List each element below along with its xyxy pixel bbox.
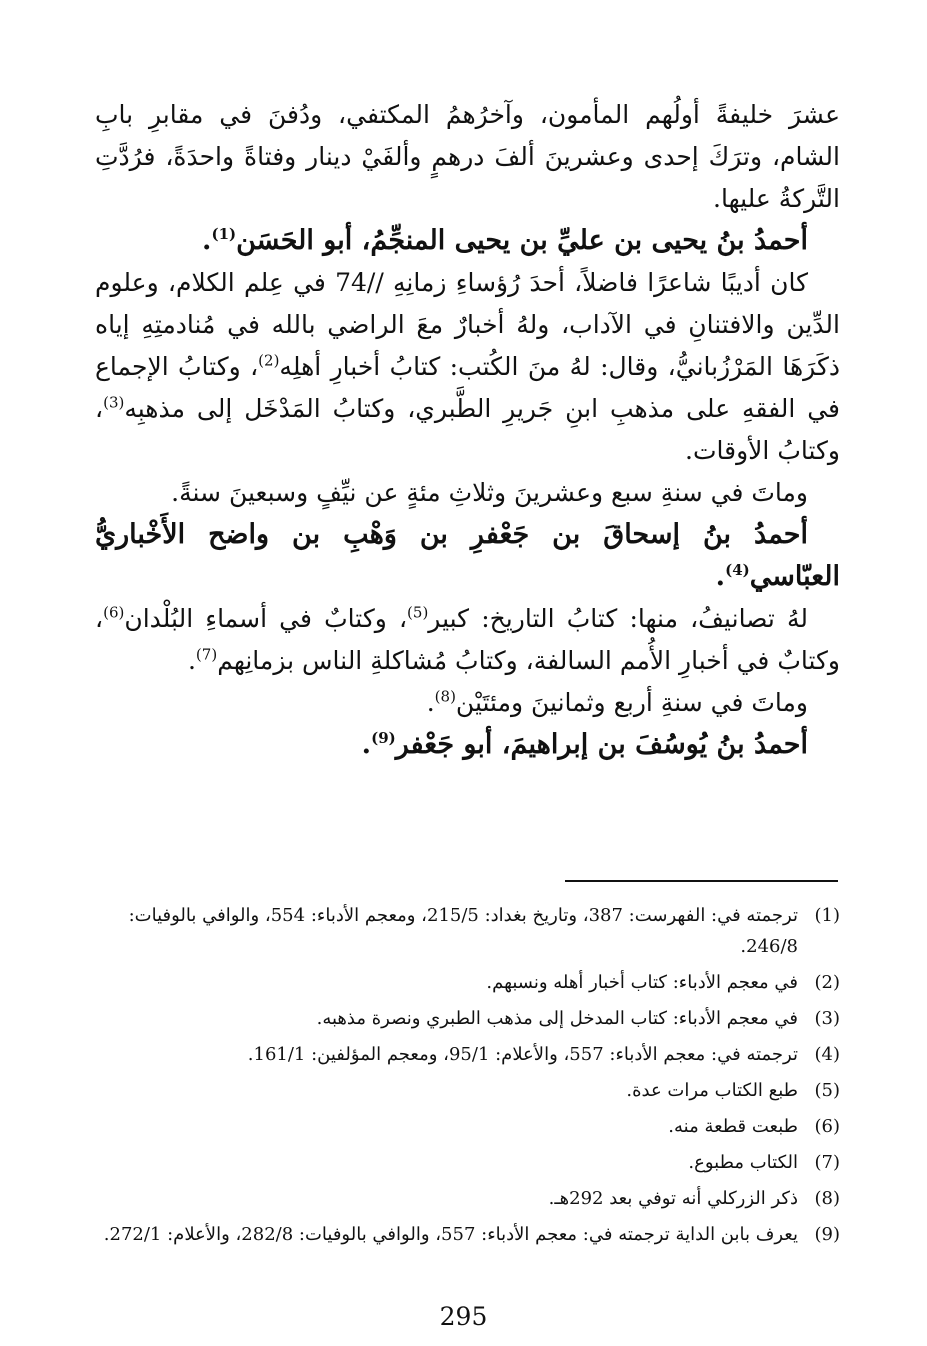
footnote-number: (6) — [814, 1116, 840, 1137]
punctuation: . — [202, 225, 212, 256]
heading-text: أحمدُ بنُ يحيى بن عليِّ بن يحيى المنجِّمُ، أبو الحَسَن — [236, 225, 808, 256]
paragraph-text: ، وكتابُ الإجماع في الفقهِ على مذهبِ ابنِ جَريرِ الطَّبري، وكتابُ المَدْخَل إلى مذهبِه — [95, 352, 840, 423]
footnote-ref: (1) — [211, 225, 237, 243]
footnote-separator — [565, 880, 838, 882]
punctuation: . — [187, 646, 196, 675]
footnote-number: (9) — [814, 1224, 840, 1245]
paragraph — [95, 682, 840, 724]
footnote-ref: (4) — [725, 561, 750, 579]
paragraph-text: ، وكتابٌ في أخبارِ الأُمم السالفة، وكتابُ مُشاكلةِ الناس بزمانِهم — [95, 604, 840, 675]
heading-text: أحمدُ بنُ يُوسُفَ بن إبراهيمَ، أبو جَعْفر — [395, 729, 808, 760]
footnote-number: (3) — [814, 1008, 840, 1029]
entry-heading — [95, 514, 840, 598]
entry-heading — [95, 724, 840, 766]
punctuation: . — [426, 688, 435, 717]
footnote-number: (7) — [814, 1152, 840, 1173]
punctuation: . — [361, 729, 372, 760]
footnote — [95, 1219, 840, 1250]
paragraph-text: وماتَ في سنةِ سبع وعشرينَ وثلاثِ مئةٍ عن نيِّفٍ وسبعينَ سنةً. — [171, 478, 808, 507]
footnote-ref: (6) — [103, 603, 125, 622]
footnote-number: (1) — [814, 905, 840, 926]
footnote-number: (4) — [814, 1044, 840, 1065]
footnote-text: طبع الكتاب مرات عدة. — [626, 1080, 798, 1101]
main-text — [95, 94, 840, 766]
paragraph-text: لهُ تصانيفُ، منها: كتابُ التاريخ: كبير — [428, 604, 808, 633]
footnote — [95, 1147, 840, 1178]
paragraph-text: ، وكتابٌ في أسماءِ البُلْدان — [124, 604, 408, 633]
paragraph — [95, 472, 840, 514]
footnote — [95, 1183, 840, 1214]
paragraph-text: كان أديبًا شاعرًا فاضلاً، أحدَ رُؤساءِ زمانِهِ //74 في عِلم الكلام، وعلوم الدِّين والافتنانِ في الآداب، ولهُ أخبارٌ معَ الراضي بالله في مُنادمتِهِ إياه ذكَرَهَا المَرْزُبانيُّ، وقال: لهُ منَ الكُتب: كتابُ أخبارِ أهلِه — [95, 268, 841, 381]
footnote-text: في معجم الأدباء: كتاب المدخل إلى مذهب الطبري ونصرة مذهبه. — [316, 1008, 798, 1029]
footnote — [95, 1075, 840, 1106]
heading-text: أحمدُ بنُ إسحاقَ بن جَعْفرِ بن وَهْبِ بن واضح الأَخْباريُّ العبّاسي — [95, 519, 840, 592]
footnotes — [95, 900, 840, 1255]
footnote-text: في معجم الأدباء: كتاب أخبار أهله ونسبهم. — [486, 972, 798, 993]
footnote-text: الكتاب مطبوع. — [688, 1152, 798, 1173]
paragraph — [95, 262, 840, 472]
footnote-ref: (9) — [371, 729, 396, 747]
footnote-number: (8) — [814, 1188, 840, 1209]
paragraph — [95, 598, 840, 682]
footnote-ref: (5) — [407, 603, 429, 622]
footnote — [95, 1003, 840, 1034]
punctuation: . — [715, 561, 726, 592]
footnote-text: يعرف بابن الداية ترجمته في: معجم الأدباء: 557، والوافي بالوفيات: 282/8، والأعلام: 272/1. — [103, 1224, 798, 1245]
footnote — [95, 967, 840, 998]
paragraph-text: ، وكتابُ الأوقات. — [95, 394, 840, 465]
footnote — [95, 900, 840, 962]
footnote-text: ذكر الزركلي أنه توفي بعد 292هـ. — [548, 1188, 798, 1209]
paragraph-text: وماتَ في سنةِ أربع وثمانينَ ومئتَيْن — [455, 688, 808, 717]
footnote-ref: (8) — [434, 687, 456, 706]
footnote-text: ترجمته في: معجم الأدباء: 557، والأعلام: 95/1، ومعجم المؤلفين: 161/1. — [247, 1044, 798, 1065]
footnote-text: ترجمته في: الفهرست: 387، وتاريخ بغداد: 215/5، ومعجم الأدباء: 554، والوافي بالوفيات: 246/8. — [128, 905, 798, 957]
paragraph — [95, 94, 840, 220]
footnote-text: طبعت قطعة منه. — [668, 1116, 798, 1137]
footnote-number: (5) — [814, 1080, 840, 1101]
footnote — [95, 1111, 840, 1142]
page-number: 295 — [439, 1302, 488, 1331]
footnote-ref: (7) — [195, 645, 218, 664]
entry-heading — [95, 220, 840, 262]
footnote-number: (2) — [814, 972, 840, 993]
footnote-ref: (3) — [103, 393, 125, 412]
paragraph-text: عشرَ خليفةً أولُهم المأمون، وآخرُهمُ المكتفي، ودُفنَ في مقابرِ بابِ الشام، وترَكَ إحدى وعشرينَ ألفَ درهمٍ وألفَيْ دينار وفتاةً واحدَةً، فرُدَّتِ التَّركةُ عليها. — [95, 100, 840, 213]
footnote — [95, 1039, 840, 1070]
footnote-ref: (2) — [258, 351, 280, 370]
